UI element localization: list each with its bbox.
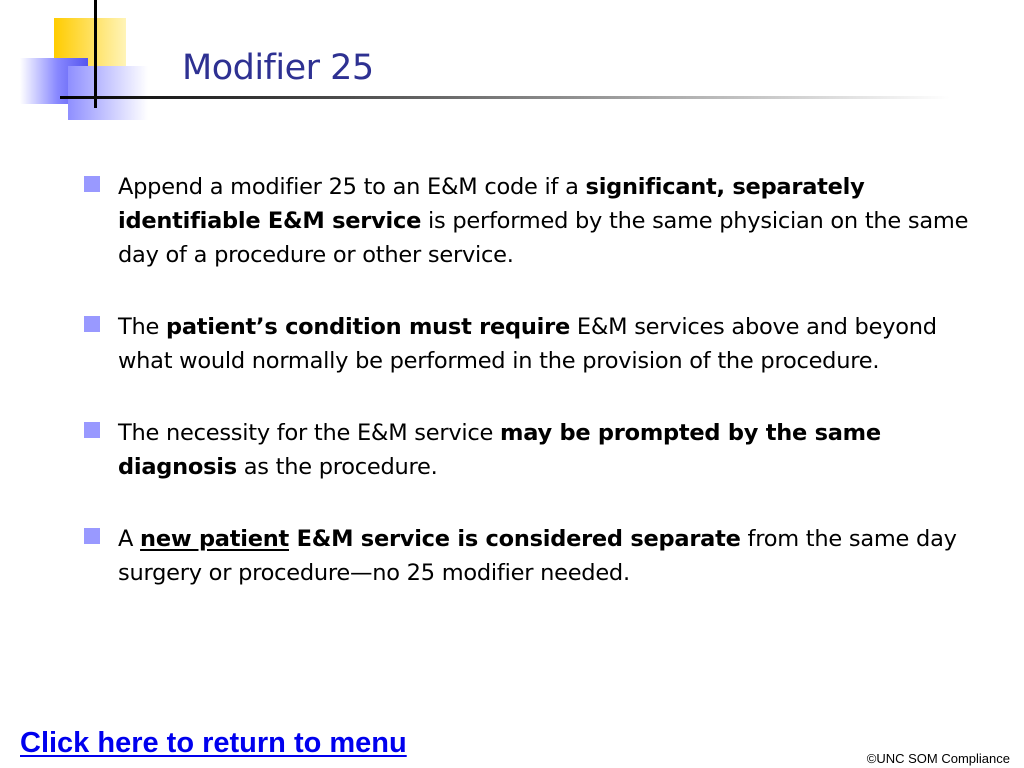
bullet-text-1: The patient’s condition must require E&M services above and beyond what would normally be performed in the provision of the procedure.: [118, 314, 937, 374]
return-to-menu-link[interactable]: Click here to return to menu: [20, 727, 407, 759]
title-underline: [60, 96, 950, 99]
blue-block-right: [68, 66, 148, 120]
bullet-item: [84, 416, 994, 484]
bullet-item: [84, 310, 994, 378]
square-bullet-icon: [84, 422, 100, 438]
footer-text: UNC SOM Compliance: [876, 751, 1010, 766]
slide-title: Modifier 25: [182, 48, 374, 88]
footer-copyright: [867, 752, 1010, 766]
bullet-text-3: A new patient E&M service is considered separate from the same day surgery or procedure—no 25 modifier needed.: [118, 526, 957, 586]
bullet-text-2: The necessity for the E&M service may be prompted by the same diagnosis as the procedure.: [118, 420, 881, 480]
square-bullet-icon: [84, 176, 100, 192]
bullet-item: [84, 522, 994, 590]
bullet-list: [84, 170, 994, 628]
corner-decoration: [0, 0, 160, 130]
square-bullet-icon: [84, 528, 100, 544]
bullet-text-0: Append a modifier 25 to an E&M code if a significant, separately identifiable E&M service is performed by the same physician on the same day of a procedure or other service.: [118, 174, 969, 268]
bullet-item: [84, 170, 994, 272]
copyright-icon: ©: [866, 751, 877, 766]
square-bullet-icon: [84, 316, 100, 332]
vertical-rule: [94, 0, 97, 108]
